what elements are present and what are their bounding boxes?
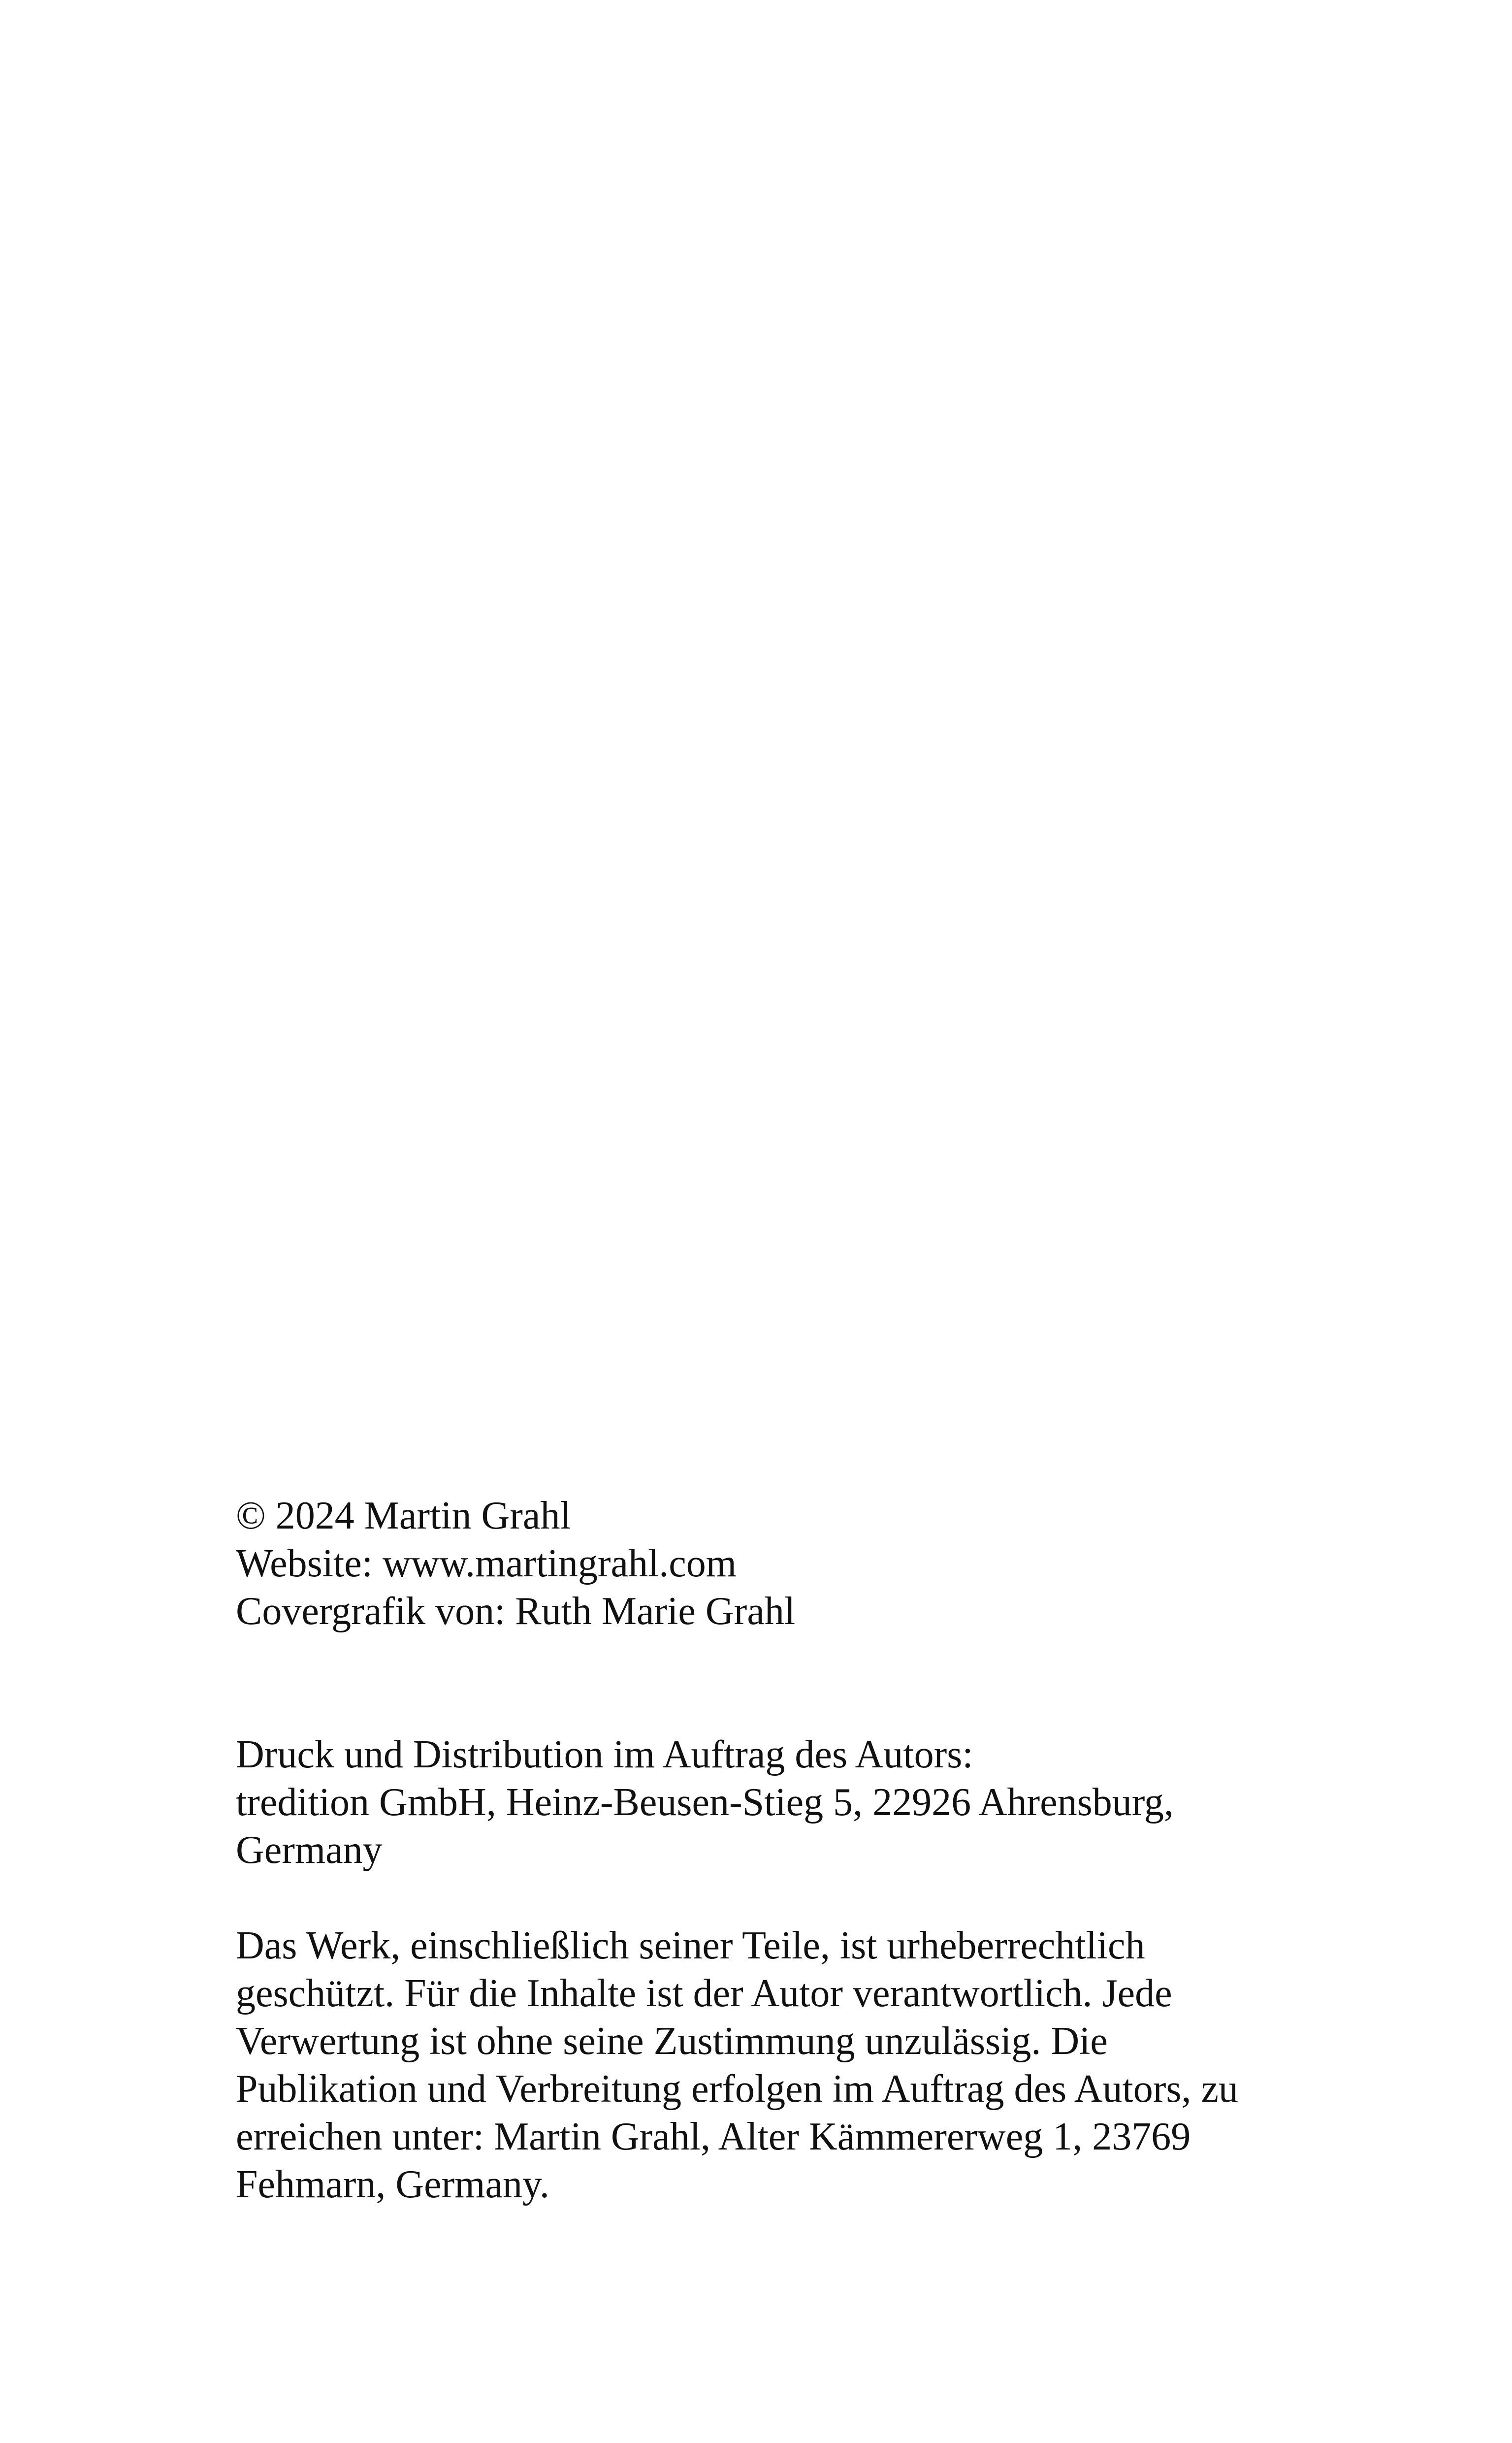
website-line: Website: www.martingrahl.com bbox=[236, 1542, 737, 1585]
printing-info bbox=[236, 1731, 1334, 1874]
legal-notice-line: erreichen unter: Martin Grahl, Alter Kämmererweg 1, 23769 bbox=[236, 2115, 1191, 2158]
legal-notice-line: geschützt. Für die Inhalte ist der Autor verantwortlich. Jede bbox=[236, 1972, 1172, 2015]
publisher-address-line: tredition GmbH, Heinz-Beusen-Stieg 5, 22926 Ahrensburg, bbox=[236, 1781, 1174, 1824]
legal-notice bbox=[236, 1922, 1334, 2209]
print-heading: Druck und Distribution im Auftrag des Autors: bbox=[236, 1733, 973, 1776]
credits bbox=[236, 1492, 1334, 1635]
legal-notice-line: Das Werk, einschließlich seiner Teile, ist urheberrechtlich bbox=[236, 1924, 1145, 1967]
legal-notice-line: Verwertung ist ohne seine Zustimmung unzulässig. Die bbox=[236, 2020, 1108, 2063]
cover-credit-line: Covergrafik von: Ruth Marie Grahl bbox=[236, 1590, 796, 1633]
spacer bbox=[236, 1635, 1334, 1731]
copyright-line: © 2024 Martin Grahl bbox=[236, 1494, 571, 1537]
legal-notice-line: Publikation und Verbreitung erfolgen im Auftrag des Autors, zu bbox=[236, 2067, 1238, 2111]
legal-notice-line: Fehmarn, Germany. bbox=[236, 2163, 549, 2206]
spacer bbox=[236, 1874, 1334, 1922]
imprint-block bbox=[236, 1492, 1334, 2209]
publisher-country-line: Germany bbox=[236, 1828, 383, 1872]
